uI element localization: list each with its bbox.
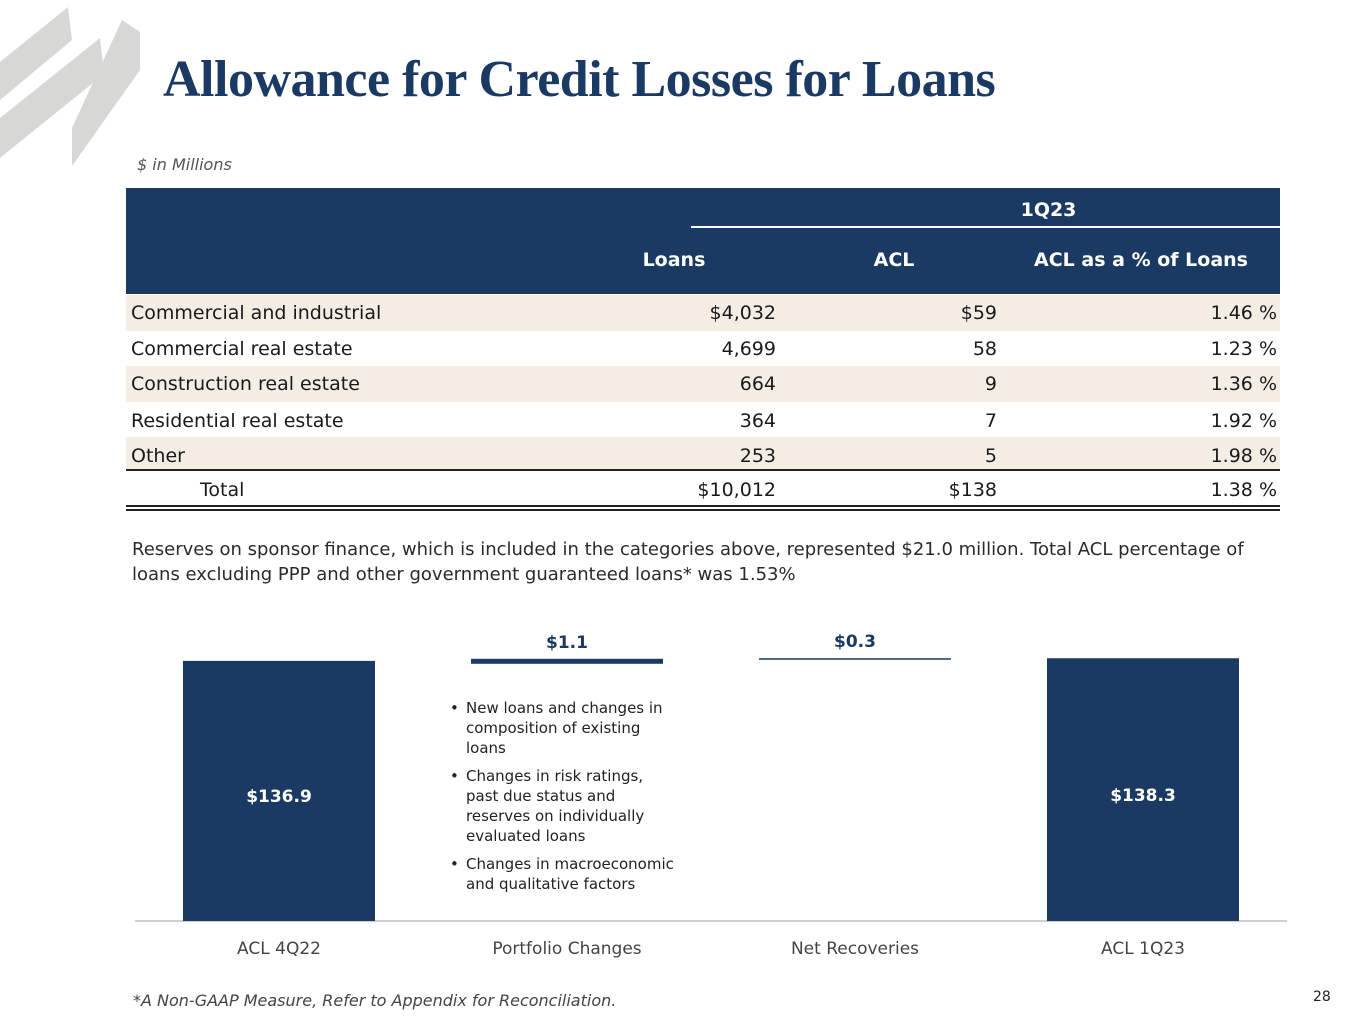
table-header [126, 188, 1280, 294]
bullet-item: • Changes in risk ratings, past due status and reserves on individually evaluated loans [448, 766, 678, 846]
portfolio-changes-bullets [448, 698, 678, 902]
bullet-item: • New loans and changes in composition of existing loans [448, 698, 678, 758]
total-acl-pct: 1.38 % [1210, 479, 1277, 501]
data-label: $136.9 [246, 787, 312, 808]
cell-acl-pct: 1.23 % [1210, 338, 1277, 360]
data-label: $138.3 [1110, 785, 1176, 806]
row-label: Commercial real estate [131, 338, 353, 360]
col-header-acl-pct: ACL as a % of Loans [1034, 249, 1248, 271]
row-label: Residential real estate [131, 410, 344, 432]
cell-acl: 7 [984, 410, 997, 432]
table-row [126, 295, 1280, 331]
row-label: Construction real estate [131, 373, 360, 395]
row-label: Commercial and industrial [131, 302, 382, 324]
col-header-acl: ACL [873, 249, 915, 271]
cell-loans: 253 [739, 445, 776, 467]
total-label: Total [200, 479, 245, 501]
cell-acl: $59 [960, 302, 997, 324]
total-acl: $138 [948, 479, 997, 501]
cell-acl: 5 [984, 445, 997, 467]
table-double-rule-bottom [126, 509, 1280, 511]
category-label: ACL 1Q23 [1101, 939, 1185, 959]
category-label: ACL 4Q22 [237, 939, 321, 959]
data-label: $1.1 [546, 632, 588, 653]
table-row [126, 331, 1280, 367]
category-label: Net Recoveries [790, 939, 920, 959]
cell-loans: 664 [739, 373, 776, 395]
cell-acl-pct: 1.46 % [1210, 302, 1277, 324]
cell-acl-pct: 1.92 % [1210, 410, 1277, 432]
page-number: 28 [1313, 989, 1331, 1005]
row-label: Other [131, 445, 185, 467]
cell-loans: 364 [739, 410, 776, 432]
cell-acl: 58 [972, 338, 997, 360]
total-loans: $10,012 [697, 479, 776, 501]
cell-loans: 4,699 [721, 338, 776, 360]
period-header: 1Q23 [1020, 199, 1077, 221]
reserves-note: Reserves on sponsor finance, which is included in the categories above, represented $21.0 million. Total ACL percentage of loans excluding PPP and other government guaranteed loans* was 1.53% [132, 539, 1244, 585]
bar-1 [471, 659, 663, 664]
col-header-loans: Loans [642, 249, 706, 271]
logo-stripes [0, 0, 140, 180]
bar-2 [759, 658, 951, 660]
table-row [126, 437, 1280, 470]
cell-acl: 9 [984, 373, 997, 395]
footnote: *A Non-GAAP Measure, Refer to Appendix for Reconciliation. [133, 991, 617, 1010]
data-label: $0.3 [834, 632, 876, 653]
bullet-item: • Changes in macroeconomic and qualitative factors [448, 854, 678, 894]
cell-loans: $4,032 [709, 302, 776, 324]
page-title: Allowance for Credit Losses for Loans [163, 51, 996, 108]
acl-waterfall-chart [0, 600, 1365, 980]
table-row [126, 403, 1280, 439]
cell-acl-pct: 1.36 % [1210, 373, 1277, 395]
cell-acl-pct: 1.98 % [1210, 445, 1277, 467]
table-row [126, 366, 1280, 402]
units-note: $ in Millions [137, 155, 232, 174]
table-total-row [126, 472, 1280, 508]
table-double-rule-top [126, 505, 1280, 507]
category-label: Portfolio Changes [492, 939, 642, 959]
table-rule [126, 469, 1280, 471]
period-underline [691, 226, 1280, 228]
